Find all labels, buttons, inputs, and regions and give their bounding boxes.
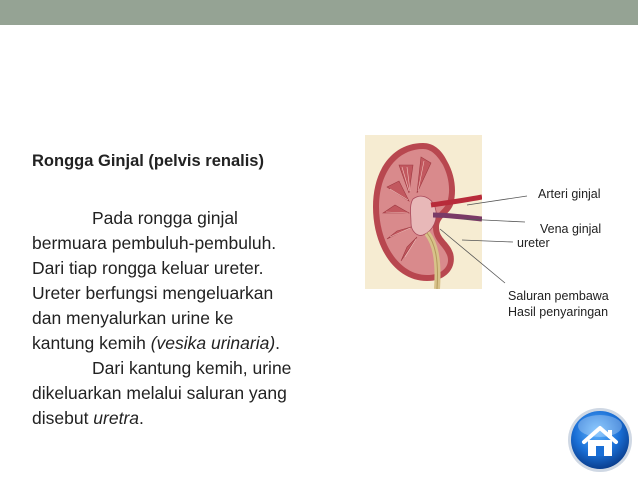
paragraph-line: Dari tiap rongga keluar ureter.	[32, 258, 264, 278]
paragraph-line	[32, 331, 352, 356]
label-hasil-penyaringan: Hasil penyaringan	[508, 305, 609, 319]
slide-heading: Rongga Ginjal (pelvis renalis)	[32, 152, 264, 170]
paragraph-line: dikeluarkan melalui saluran yang	[32, 383, 287, 403]
paragraph-line: dan menyalurkan urine ke	[32, 308, 234, 328]
paragraph-line	[32, 406, 352, 431]
line-punct: .	[275, 333, 281, 353]
line-punct: .	[139, 408, 144, 428]
label-vena-ginjal: Vena ginjal	[540, 222, 602, 236]
label-saluran-pembawa: Saluran pembawa	[508, 289, 609, 303]
italic-term: (vesika urinaria)	[150, 333, 276, 353]
italic-term: uretra	[93, 408, 140, 428]
paragraph-line: Dari kantung kemih, urine	[92, 358, 292, 378]
slide-paragraph	[32, 206, 352, 431]
paragraph-line: Ureter berfungsi mengeluarkan	[32, 283, 274, 303]
top-bar	[0, 0, 638, 25]
home-icon	[566, 404, 634, 476]
paragraph-line: bermuara pembuluh-pembuluh.	[32, 233, 277, 253]
label-ureter: ureter	[517, 236, 550, 250]
line-text: kantung kemih	[32, 333, 151, 353]
home-button[interactable]	[566, 404, 634, 476]
kidney-illustration	[365, 135, 482, 289]
label-arteri-ginjal: Arteri ginjal	[538, 187, 601, 201]
paragraph-line: Pada rongga ginjal	[92, 208, 238, 228]
line-text: disebut	[32, 408, 94, 428]
